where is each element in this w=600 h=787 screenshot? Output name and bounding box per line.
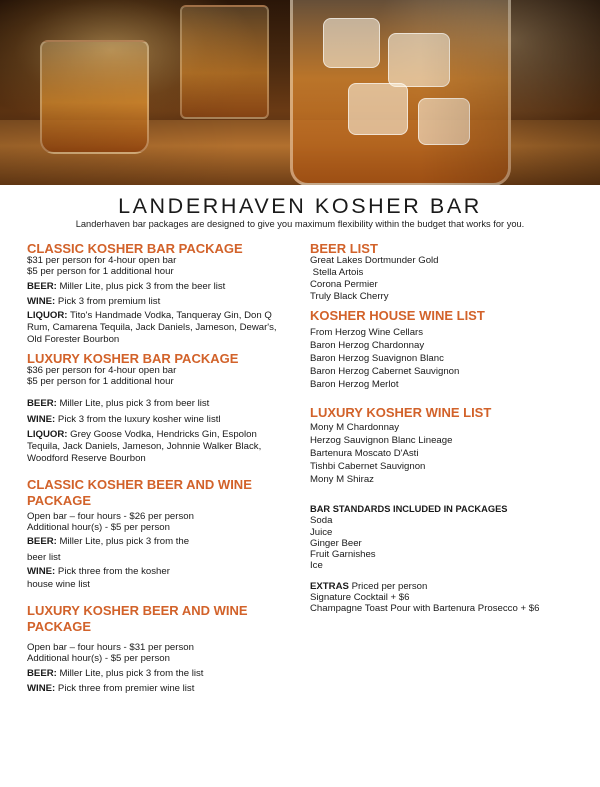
page-title: LANDERHAVEN KOSHER BAR bbox=[118, 194, 482, 218]
extras-label-text: Priced per person bbox=[348, 581, 428, 592]
price-line: Open bar – four hours - $31 per person bbox=[27, 642, 194, 653]
section-heading: LUXURY KOSHER WINE LIST bbox=[310, 405, 492, 420]
list-item: Tishbi Cabernet Sauvignon bbox=[310, 461, 426, 472]
list-item: Mony M Shiraz bbox=[310, 474, 374, 485]
price-line: $5 per person for 1 additional hour bbox=[27, 266, 174, 277]
price-line: $5 per person for 1 additional hour bbox=[27, 376, 174, 387]
list-item: From Herzog Wine Cellars bbox=[310, 327, 424, 338]
price-line: Additional hour(s) - $5 per person bbox=[27, 653, 170, 664]
list-item: Herzog Sauvignon Blanc Lineage bbox=[310, 435, 453, 446]
wine-option bbox=[27, 414, 221, 426]
section-heading: LUXURY KOSHER BAR PACKAGE bbox=[27, 351, 239, 366]
list-item: Mony M Chardonnay bbox=[310, 422, 400, 433]
option-label: BEER: bbox=[27, 281, 57, 292]
liquor-option bbox=[27, 429, 282, 465]
liquor-option bbox=[27, 310, 287, 346]
beer-option bbox=[27, 536, 189, 548]
option-text: Miller Lite, plus pick 3 from the beer list bbox=[56, 281, 226, 292]
beer-option bbox=[27, 398, 209, 410]
page-subtitle: Landerhaven bar packages are designed to give you maximum flexibility within the budget that works for you. bbox=[75, 219, 525, 229]
list-item: Baron Herzog Chardonnay bbox=[310, 340, 425, 351]
option-label: WINE: bbox=[27, 683, 56, 694]
option-text: Pick three from the kosher bbox=[55, 566, 170, 577]
list-item: Juice bbox=[310, 527, 333, 538]
section-heading-cont: PACKAGE bbox=[27, 619, 92, 634]
wine-option bbox=[27, 566, 170, 578]
list-item: Ice bbox=[310, 560, 323, 571]
list-item: Baron Herzog Cabernet Sauvignon bbox=[310, 366, 460, 377]
list-item: Ginger Beer bbox=[310, 538, 362, 549]
wine-option bbox=[27, 296, 160, 308]
beer-option-cont: beer list bbox=[27, 552, 61, 563]
extras-label: EXTRAS bbox=[310, 581, 349, 592]
option-label: LIQUOR: bbox=[27, 429, 68, 440]
option-text: Miller Lite, plus pick 3 from the bbox=[56, 536, 190, 547]
list-item: Soda bbox=[310, 515, 333, 526]
option-label: WINE: bbox=[27, 566, 56, 577]
beer-option bbox=[27, 668, 203, 680]
section-heading-cont: PACKAGE bbox=[27, 493, 92, 508]
section-heading: CLASSIC KOSHER BAR PACKAGE bbox=[27, 241, 243, 256]
wine-option-cont: house wine list bbox=[27, 579, 90, 590]
section-heading: BEER LIST bbox=[310, 241, 378, 256]
option-text: Grey Goose Vodka, Hendricks Gin, Espolon Tequila, Jack Daniels, Jameson, Johnnie Walker Black, Woodford Reserve Bourbon bbox=[27, 429, 262, 464]
list-item: Baron Herzog Merlot bbox=[310, 379, 399, 390]
option-text: Miller Lite, plus pick 3 from the list bbox=[56, 668, 204, 679]
option-text: Pick 3 from the luxury kosher wine listl bbox=[55, 414, 221, 425]
section-heading: LUXURY KOSHER BEER AND WINE bbox=[27, 603, 248, 618]
option-text: Pick 3 from premium list bbox=[55, 296, 161, 307]
price-line: $31 per person for 4-hour open bar bbox=[27, 255, 177, 266]
extras-heading bbox=[310, 581, 427, 593]
price-line: Additional hour(s) - $5 per person bbox=[27, 522, 170, 533]
option-label: LIQUOR: bbox=[27, 310, 68, 321]
price-line: Open bar – four hours - $26 per person bbox=[27, 511, 194, 522]
option-text: Tito's Handmade Vodka, Tanqueray Gin, Don Q Rum, Camarena Tequila, Jack Daniels, Jameson, Dewar's, Old Forester Bourbon bbox=[27, 310, 277, 345]
price-line: $36 per person for 4-hour open bar bbox=[27, 365, 177, 376]
list-item: Corona Permier bbox=[310, 279, 378, 290]
hero-vignette bbox=[0, 0, 600, 185]
beer-option bbox=[27, 281, 225, 293]
option-label: BEER: bbox=[27, 536, 57, 547]
list-item: Bartenura Moscato D'Asti bbox=[310, 448, 419, 459]
option-label: WINE: bbox=[27, 414, 56, 425]
option-text: Miller Lite, plus pick 3 from beer list bbox=[56, 398, 210, 409]
option-label: WINE: bbox=[27, 296, 56, 307]
section-heading: BAR STANDARDS INCLUDED IN PACKAGES bbox=[310, 504, 508, 514]
option-text: Pick three from premier wine list bbox=[55, 683, 195, 694]
option-label: BEER: bbox=[27, 668, 57, 679]
list-item: Fruit Garnishes bbox=[310, 549, 376, 560]
option-label: BEER: bbox=[27, 398, 57, 409]
section-heading: CLASSIC KOSHER BEER AND WINE bbox=[27, 477, 252, 492]
section-heading: KOSHER HOUSE WINE LIST bbox=[310, 308, 485, 323]
list-item: Baron Herzog Suavignon Blanc bbox=[310, 353, 444, 364]
list-item: Great Lakes Dortmunder Gold bbox=[310, 255, 439, 266]
list-item: Truly Black Cherry bbox=[310, 291, 389, 302]
hero-drinks-photo bbox=[0, 0, 600, 185]
list-item: Stella Artois bbox=[310, 267, 364, 278]
wine-option bbox=[27, 683, 194, 695]
list-item: Signature Cocktail + $6 bbox=[310, 592, 410, 603]
list-item: Champagne Toast Pour with Bartenura Prosecco + $6 bbox=[310, 603, 540, 614]
